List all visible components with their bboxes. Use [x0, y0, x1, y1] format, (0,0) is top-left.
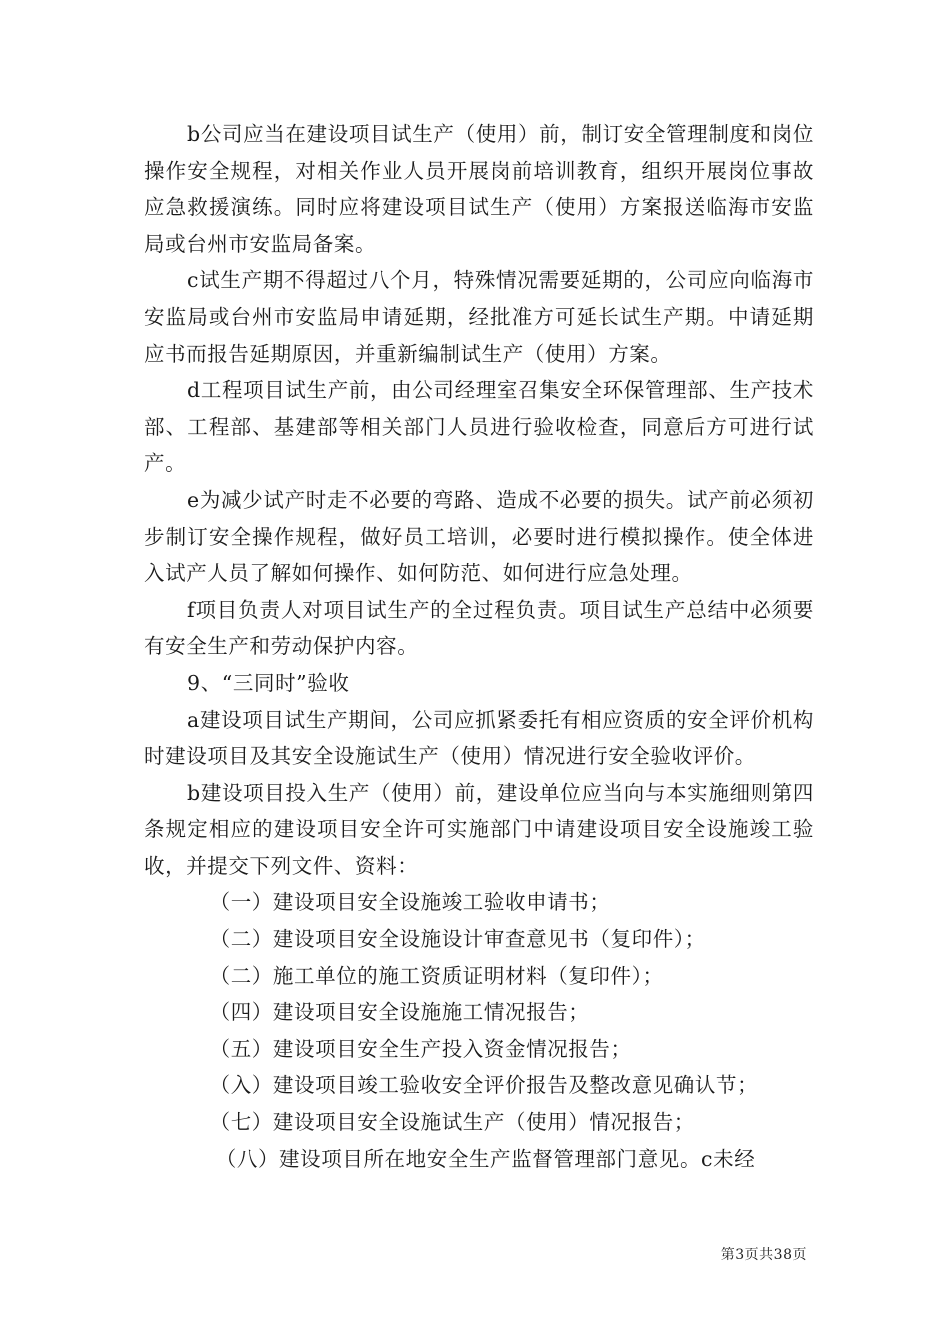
- list-item: （五）建设项目安全生产投入资金情况报告；: [209, 1036, 632, 1061]
- paragraph-c-trial-period: c试生产期不得超过八个月，特殊情况需要延期的，公司应向临海市安监局或台州市安监局申请延期，经批准方可延长试生产期。中请延期应书而报告延期原因，并重新编制试生产（使用）方案。: [144, 268, 814, 366]
- paragraph-d-acceptance-check: d工程项目试生产前，由公司经理室召集安全环保管理部、生产技术部、工程部、基建部等相关部门人员进行验收检查，同意后方可进行试产。: [144, 378, 814, 476]
- document-body: [144, 116, 814, 1177]
- paragraph-b-completion-acceptance: b建设项目投入生产（使用）前，建设单位应当向与本实施细则第四条规定相应的建设项目安全许可实施部门中请建设项目安全设施竣工验收，并提交下列文件、资料：: [144, 780, 814, 878]
- paragraph-a-evaluation: a建设项目试生产期间，公司应抓紧委托有相应资质的安全评价机构时建设项目及其安全设施试生产（使用）情况进行安全验收评价。: [144, 707, 814, 769]
- section-heading-three-simultaneities: 9、“三同时”验收: [187, 670, 350, 695]
- paragraph-b-trial-preparation: b公司应当在建设项目试生产（使用）前，制订安全管理制度和岗位操作安全规程，对相关作业人员开展岗前培训教育，组织开展岗位事故应急救援演练。同时应将建设项目试生产（使用）方案报送临海市安监局或台州市安监局备案。: [144, 122, 814, 256]
- list-item: （入）建设项目竣工验收安全评价报告及整改意见确认节；: [209, 1073, 759, 1098]
- list-item: （七）建设项目安全设施试生产（使用）情况报告；: [209, 1110, 695, 1135]
- list-item: （八）建设项目所在地安全生产监督管理部门意见。c未经: [215, 1146, 756, 1171]
- list-item: （二）建设项目安全设施设计审查意见书（复印件）；: [209, 927, 706, 952]
- list-item: （四）建设项目安全设施施工情况报告；: [209, 1000, 590, 1025]
- list-item: （二）施工单位的施工资质证明材料（复印件）；: [209, 963, 664, 988]
- paragraph-e-training: e为减少试产时走不必要的弯路、造成不必要的损失。试产前必须初步制订安全操作规程，做好员工培训，必要时进行模拟操作。使全体进入试产人员了解如何操作、如何防范、如何进行应急处理。: [144, 487, 814, 586]
- paragraph-f-project-lead: f项目负责人对项目试生产的全过程负责。项目试生产总结中必须要有安全生产和劳动保护内容。: [144, 597, 814, 659]
- list-item: （一）建设项目安全设施竣工验收申请书；: [209, 890, 611, 915]
- page-number-footer: 第3页共38页: [720, 1247, 807, 1263]
